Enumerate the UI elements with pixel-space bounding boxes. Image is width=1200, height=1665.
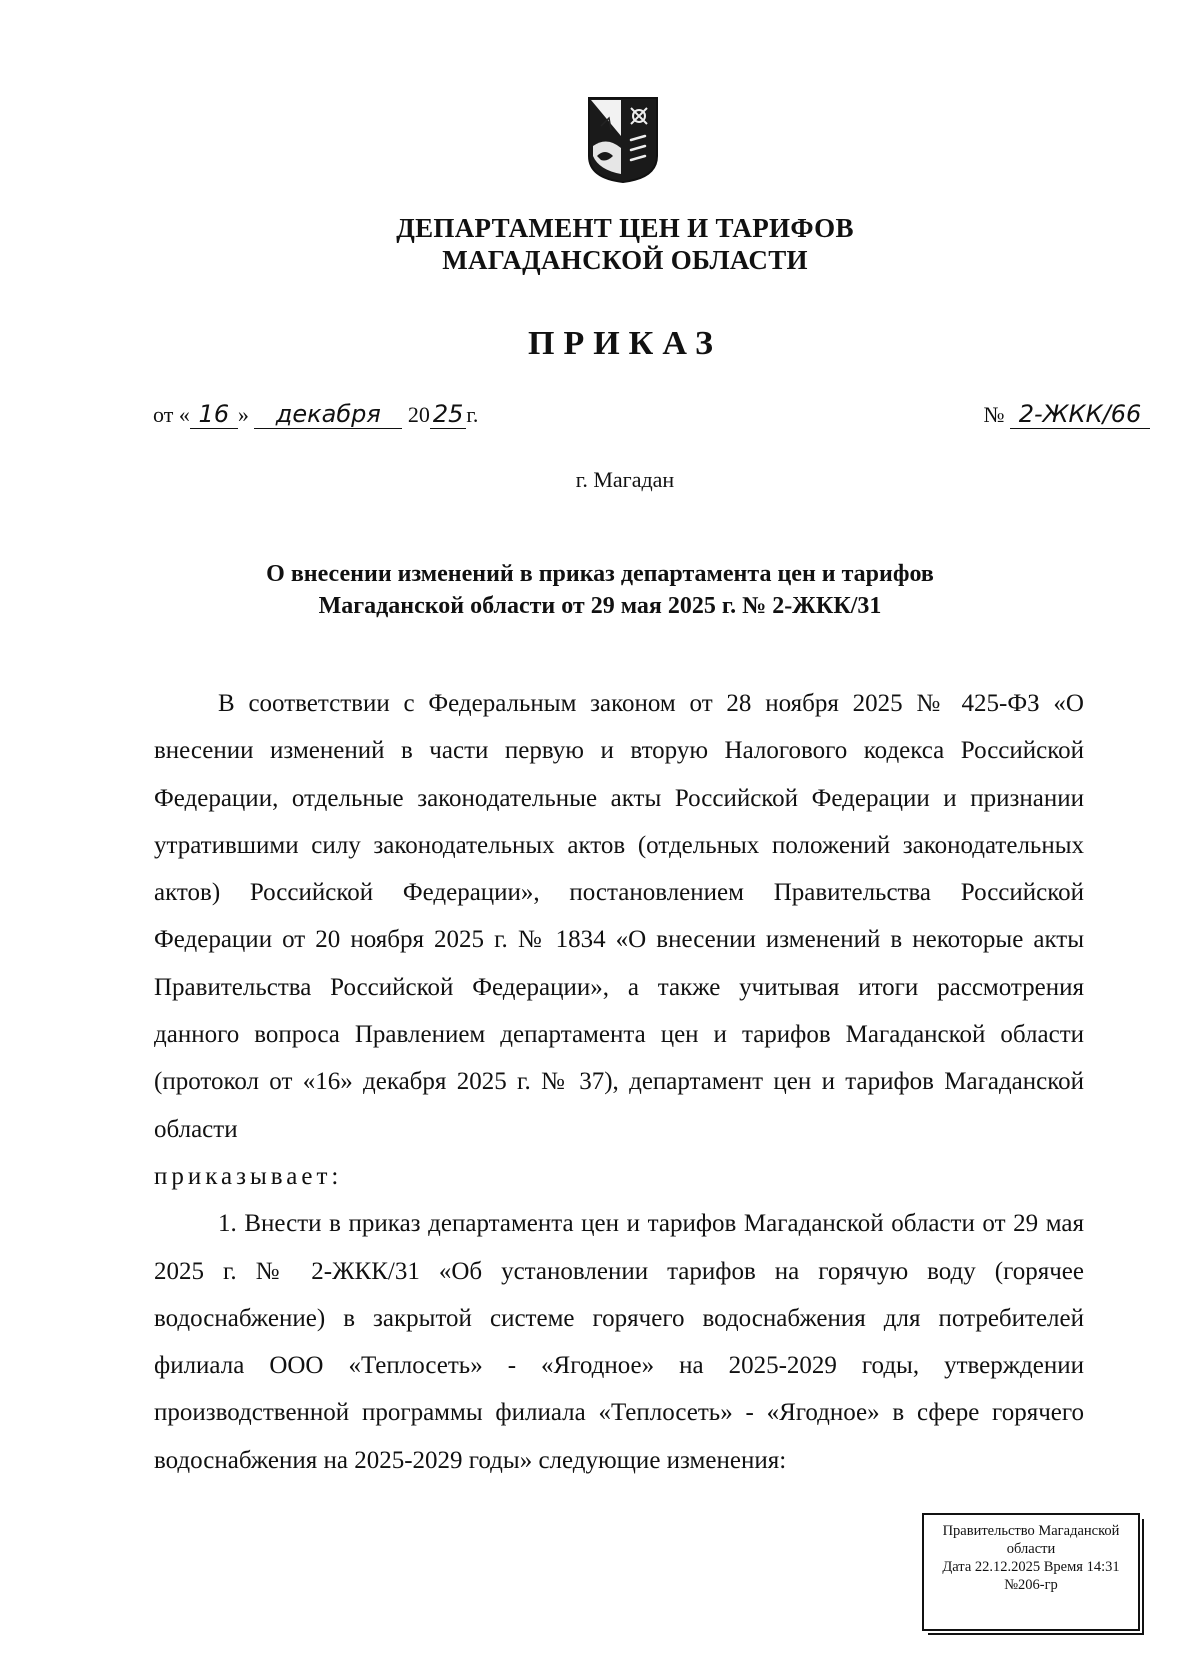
department-name-line2: МАГАДАНСКОЙ ОБЛАСТИ xyxy=(442,245,808,275)
order-subject-line1: О внесении изменений в приказ департамента цен и тарифов xyxy=(266,561,934,587)
order-subject xyxy=(150,558,1050,622)
stamp-line4: №206-гр xyxy=(1004,1577,1058,1593)
city: г. Магадан xyxy=(575,467,675,492)
registration-stamp xyxy=(922,1513,1140,1631)
orders-word: приказывает: xyxy=(154,1162,343,1190)
date-prefix: от « xyxy=(153,402,190,427)
order-body xyxy=(154,680,1084,1484)
date-month: декабря xyxy=(275,400,381,428)
date-year-suffix: 25 xyxy=(432,400,464,428)
date-day: 16 xyxy=(198,400,230,428)
order-number: 2-ЖКК/66 xyxy=(1018,400,1142,428)
date-year-prefix: 20 xyxy=(407,402,430,427)
coat-of-arms-icon xyxy=(587,96,659,184)
item-1-paragraph: 1. Внести в приказ департамента цен и тарифов Магаданской области от 29 мая 2025 г. № 2-ЖКК/31 «Об установлении тарифов на горячую воду (горячее водоснабжение) в закрытой системе горячего водоснабжения для потребителей филиала ООО «Теплосеть» - «Ягодное» на 2025-2029 годы, утверждении производственной программы филиала «Теплосеть» - «Ягодное» в сфере горячего водоснабжения на 2025-2029 годы» следующие изменения: xyxy=(154,1210,1084,1474)
document-type-title: ПРИКАЗ xyxy=(528,325,722,362)
order-number-label: № xyxy=(983,402,1005,427)
department-name-line1: ДЕПАРТАМЕНТ ЦЕН И ТАРИФОВ xyxy=(396,213,854,243)
order-number-line xyxy=(984,400,1151,429)
order-subject-line2: Магаданской области от 29 мая 2025 г. № 2-ЖКК/31 xyxy=(318,593,882,619)
date-suffix: г. xyxy=(466,402,479,427)
stamp-line3: Дата 22.12.2025 Время 14:31 xyxy=(942,1559,1120,1575)
date-separator: » xyxy=(237,402,249,427)
date-line xyxy=(153,400,478,429)
preamble-paragraph: В соответствии с Федеральным законом от 28 ноября 2025 № 425-ФЗ «О внесении изменений в части первую и вторую Налогового кодекса Российской Федерации, отдельные законодательные акты Российской Федерации и признании утратившими силу законодательных актов (отдельных положений законодательных актов) Российской Федерации», постановлением Правительства Российской Федерации от 20 ноября 2025 г. № 1834 «О внесении изменений в некоторые акты Правительства Российской Федерации», а также учитывая итоги рассмотрения данного вопроса Правлением департамента цен и тарифов Магаданской области (протокол от «16» декабря 2025 г. № 37), департамент цен и тарифов Магаданской области xyxy=(154,690,1084,1143)
stamp-line1: Правительство Магаданской xyxy=(942,1523,1120,1539)
stamp-line2: области xyxy=(1006,1541,1056,1557)
